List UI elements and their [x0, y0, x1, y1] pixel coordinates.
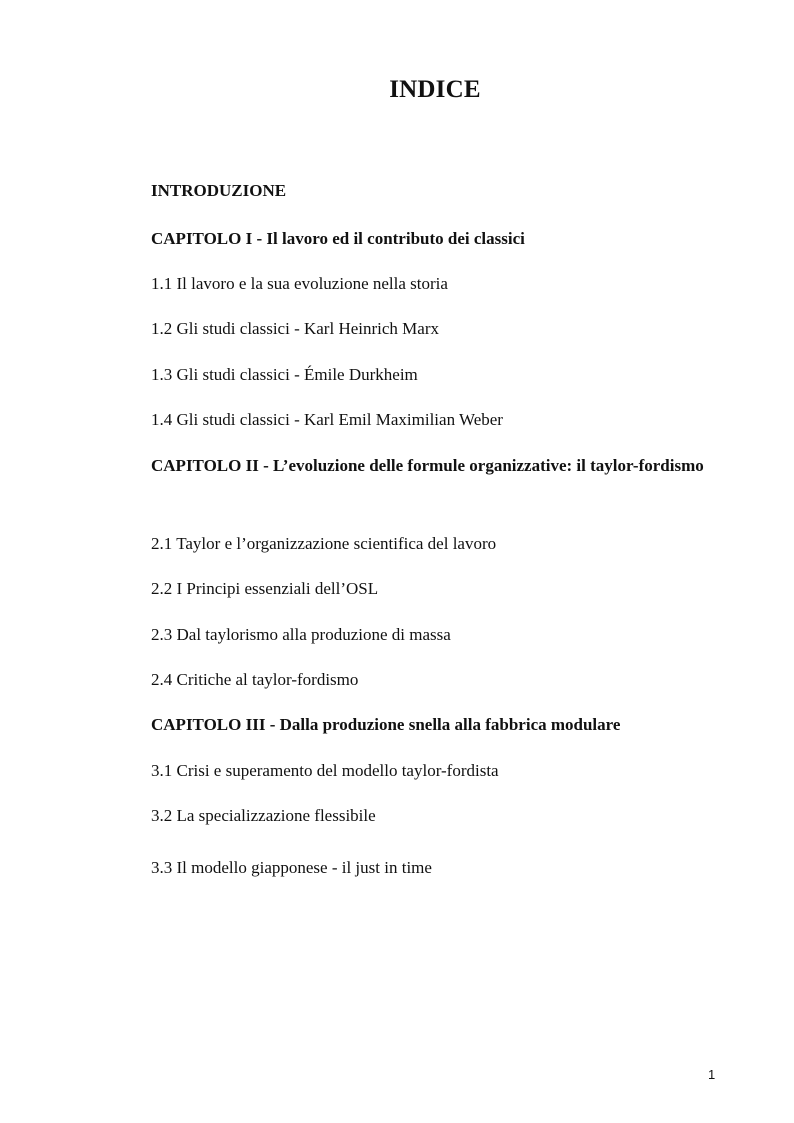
- toc-chapter-1: CAPITOLO I - Il lavoro ed il contributo dei classici: [151, 229, 525, 248]
- toc-introduction: INTRODUZIONE: [151, 181, 287, 200]
- toc-chapter-3: CAPITOLO III - Dalla produzione snella alla fabbrica modulare: [151, 715, 621, 734]
- page-title: INDICE: [389, 76, 481, 103]
- toc-section-1-1: 1.1 Il lavoro e la sua evoluzione nella storia: [151, 274, 448, 293]
- toc-chapter-2: CAPITOLO II - L’evoluzione delle formule organizzative: il taylor-fordismo: [151, 456, 704, 475]
- toc-section-1-4: 1.4 Gli studi classici - Karl Emil Maximilian Weber: [151, 410, 503, 429]
- toc-section-2-1: 2.1 Taylor e l’organizzazione scientifica del lavoro: [151, 534, 497, 553]
- toc-section-2-2: 2.2 I Principi essenziali dell’OSL: [151, 579, 379, 598]
- toc-section-1-3: 1.3 Gli studi classici - Émile Durkheim: [151, 365, 418, 384]
- toc-section-2-4: 2.4 Critiche al taylor-fordismo: [151, 670, 359, 689]
- toc-section-2-3: 2.3 Dal taylorismo alla produzione di massa: [151, 625, 451, 644]
- page-number: 1: [708, 1067, 716, 1082]
- toc-section-3-3: 3.3 Il modello giapponese - il just in time: [151, 858, 432, 877]
- toc-section-1-2: 1.2 Gli studi classici - Karl Heinrich Marx: [151, 319, 439, 338]
- toc-section-3-1: 3.1 Crisi e superamento del modello taylor-fordista: [151, 761, 499, 780]
- toc-section-3-2: 3.2 La specializzazione flessibile: [151, 806, 376, 825]
